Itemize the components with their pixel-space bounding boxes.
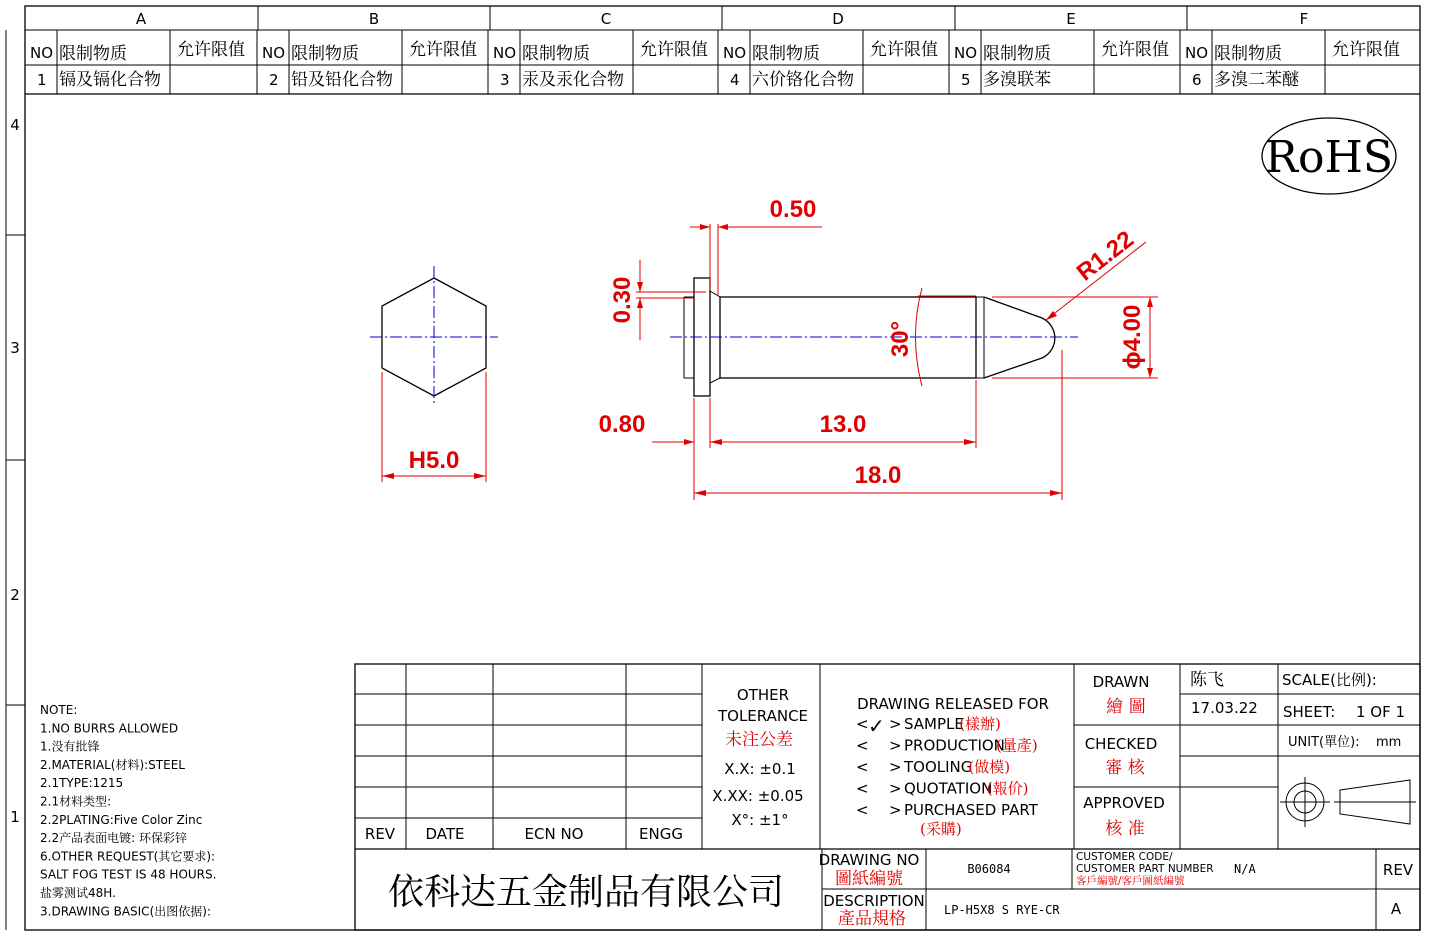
note-line: 2.1TYPE:1215	[40, 776, 124, 791]
dim-total-length: 18.0	[854, 462, 902, 489]
note-line: 1.没有批锋	[40, 739, 100, 754]
tolerance-xx: X.X: ±0.1	[724, 760, 796, 778]
rohs-mark: RoHS	[1264, 132, 1394, 183]
dim-flange-width: 0.80	[598, 411, 646, 438]
release-option-label-cn: (量產)	[996, 736, 1038, 755]
release-option-label: QUOTATION	[904, 779, 993, 798]
ecn-header: ECN NO	[524, 825, 584, 843]
substance-limit-header: 允许限值	[870, 40, 938, 60]
substance-limit-header: 允许限值	[640, 40, 708, 60]
release-option-label: PRODUCTION	[904, 736, 1005, 755]
checked-label: CHECKED	[1084, 735, 1158, 753]
grid-col-a: A	[135, 10, 147, 28]
drawing-no-label-cn: 圖紙編號	[835, 869, 903, 889]
substance-no-header: NO	[30, 44, 54, 62]
substance-group	[718, 30, 938, 94]
description-value: LP-H5X8 S RYE-CR	[944, 903, 1060, 917]
release-option-label: TOOLING	[904, 758, 973, 776]
substance-no: 2	[269, 71, 279, 89]
scale-label: SCALE(比例):	[1282, 671, 1377, 689]
substance-name-header: 限制物质	[752, 44, 820, 64]
release-option	[856, 714, 1001, 738]
customer-label-cn: 客戶編號/客戶圖紙編號	[1076, 875, 1185, 887]
drawn-label: DRAWN	[1092, 673, 1150, 691]
substance-name: 多溴联苯	[983, 70, 1051, 90]
note-line: SALT FOG TEST IS 48 HOURS.	[40, 867, 217, 882]
substance-no: 6	[1192, 71, 1202, 89]
release-bracket-close: >	[889, 779, 902, 798]
grid-col-d: D	[832, 10, 844, 28]
substance-name-header: 限制物质	[983, 44, 1051, 64]
substance-no: 1	[37, 71, 47, 89]
release-bracket-open: <	[856, 758, 869, 776]
dim-head-thickness: 0.50	[769, 196, 817, 223]
grid-col-b: B	[368, 10, 380, 28]
release-option-label-cn: (報价)	[986, 779, 1029, 798]
note-line: 6.OTHER REQUEST(其它要求):	[40, 849, 216, 864]
grid-col-c: C	[600, 10, 612, 28]
dim-chamfer-angle: 30°	[887, 320, 914, 358]
release-bracket-close: >	[889, 758, 902, 776]
substances-table	[25, 65, 1420, 94]
substance-group	[25, 30, 245, 94]
rev-box-label: REV	[1382, 861, 1414, 879]
dim-flange-step: 0.30	[609, 276, 636, 324]
substance-limit-header: 允许限值	[177, 40, 245, 60]
drawing-no-label: DRAWING NO	[818, 851, 920, 869]
sheet-label: SHEET:	[1283, 703, 1336, 721]
release-option	[856, 737, 1038, 755]
substance-name: 镉及镉化合物	[59, 70, 161, 90]
projection-symbol-icon	[1280, 777, 1416, 827]
tolerance-title-2: TOLERANCE	[717, 707, 809, 725]
note-line: 3.DRAWING BASIC(出图依据):	[40, 904, 211, 919]
dim-diameter: ϕ4.00	[1119, 304, 1146, 370]
substance-no-header: NO	[723, 44, 747, 62]
release-option-label-cn: (做模)	[968, 758, 1011, 776]
substance-no: 5	[961, 71, 971, 89]
notes-block	[40, 703, 216, 918]
drawn-date: 17.03.22	[1191, 699, 1258, 717]
date-header: DATE	[425, 825, 465, 843]
grid-row-4: 4	[10, 116, 20, 134]
release-bracket-open: <	[856, 715, 869, 733]
drawn-by: 陈飞	[1190, 670, 1224, 690]
substance-group	[257, 30, 477, 94]
release-bracket-open: <	[856, 736, 869, 755]
approved-label-cn: 核 准	[1105, 819, 1145, 839]
release-option	[856, 801, 1039, 838]
substance-name: 汞及汞化合物	[522, 70, 624, 90]
release-title: DRAWING RELEASED FOR	[857, 695, 1049, 713]
release-option	[856, 780, 1029, 798]
release-bracket-close: >	[889, 715, 902, 733]
tolerance-title-cn: 未注公差	[725, 730, 793, 750]
unit-value: mm	[1376, 735, 1402, 750]
sheet-value: 1 OF 1	[1356, 703, 1406, 721]
customer-value: N/A	[1234, 862, 1256, 876]
note-line: NOTE:	[40, 703, 78, 717]
substance-name-header: 限制物质	[59, 44, 127, 64]
release-bracket-open: <	[856, 779, 869, 798]
rev-box-value: A	[1390, 900, 1402, 918]
substance-no-header: NO	[493, 44, 517, 62]
note-line: 2.1材料类型:	[40, 794, 112, 809]
drawing-no-value: B06084	[967, 862, 1011, 876]
substance-no-header: NO	[954, 44, 978, 62]
grid-row-3: 3	[10, 339, 20, 357]
substance-group	[1180, 30, 1400, 94]
dim-tip-radius: R1.22	[1071, 225, 1139, 287]
substance-limit-header: 允许限值	[409, 40, 477, 60]
substance-limit-header: 允许限值	[1101, 40, 1169, 60]
note-line: 盐雾测试48H.	[40, 886, 116, 900]
release-option-label: SAMPLE	[904, 715, 964, 733]
description-label: DESCRIPTION	[823, 892, 925, 910]
checked-label-cn: 審 核	[1105, 758, 1145, 778]
check-mark-icon: ✓	[868, 714, 885, 738]
tolerance-title-1: OTHER	[736, 686, 790, 704]
substance-limit-header: 允许限值	[1332, 40, 1400, 60]
grid-row-2: 2	[10, 586, 20, 604]
note-line: 2.2PLATING:Five Color Zinc	[40, 812, 203, 827]
unit-label: UNIT(單位):	[1288, 735, 1360, 750]
note-line: 2.MATERIAL(材料):STEEL	[40, 757, 185, 772]
release-bracket-close: >	[889, 801, 902, 819]
substance-no-header: NO	[1185, 44, 1209, 62]
substance-name-header: 限制物质	[522, 44, 590, 64]
release-option-label-cn: (采購)	[920, 820, 962, 838]
rev-header: REV	[364, 825, 396, 843]
grid-col-f: F	[1299, 10, 1309, 28]
customer-label-1: CUSTOMER CODE/	[1076, 851, 1173, 863]
customer-label-2: CUSTOMER PART NUMBER	[1076, 863, 1214, 875]
approved-label: APPROVED	[1083, 794, 1165, 812]
substance-group	[488, 30, 708, 94]
drawn-label-cn: 繪 圖	[1106, 697, 1146, 717]
substance-name-header: 限制物质	[291, 44, 359, 64]
release-bracket-close: >	[889, 736, 902, 755]
substance-name: 六价铬化合物	[752, 70, 854, 90]
tolerance-angle: X°: ±1°	[731, 811, 789, 829]
substance-name: 铅及铅化合物	[291, 70, 393, 90]
substance-group	[949, 30, 1169, 94]
substance-name-header: 限制物质	[1214, 44, 1282, 64]
grid-col-e: E	[1066, 10, 1076, 28]
grid-row-1: 1	[10, 808, 20, 826]
substance-no-header: NO	[262, 44, 286, 62]
engg-header: ENGG	[639, 825, 683, 843]
note-line: 2.2产品表面电镀: 环保彩锌	[40, 831, 187, 846]
dim-hex: H5.0	[408, 447, 460, 474]
substance-name: 多溴二苯醚	[1214, 70, 1299, 90]
release-option-label-cn: (樣辦)	[959, 715, 1001, 733]
dim-body-length: 13.0	[819, 411, 867, 438]
description-label-cn: 產品規格	[838, 909, 906, 929]
note-line: 1.NO BURRS ALLOWED	[40, 721, 179, 736]
substance-no: 3	[500, 71, 510, 89]
release-option	[856, 758, 1010, 776]
release-option-label: PURCHASED PART	[904, 801, 1038, 819]
company-name: 依科达五金制品有限公司	[387, 872, 785, 913]
release-bracket-open: <	[856, 801, 869, 819]
tolerance-xxx: X.XX: ±0.05	[712, 787, 804, 805]
substance-no: 4	[730, 71, 740, 89]
